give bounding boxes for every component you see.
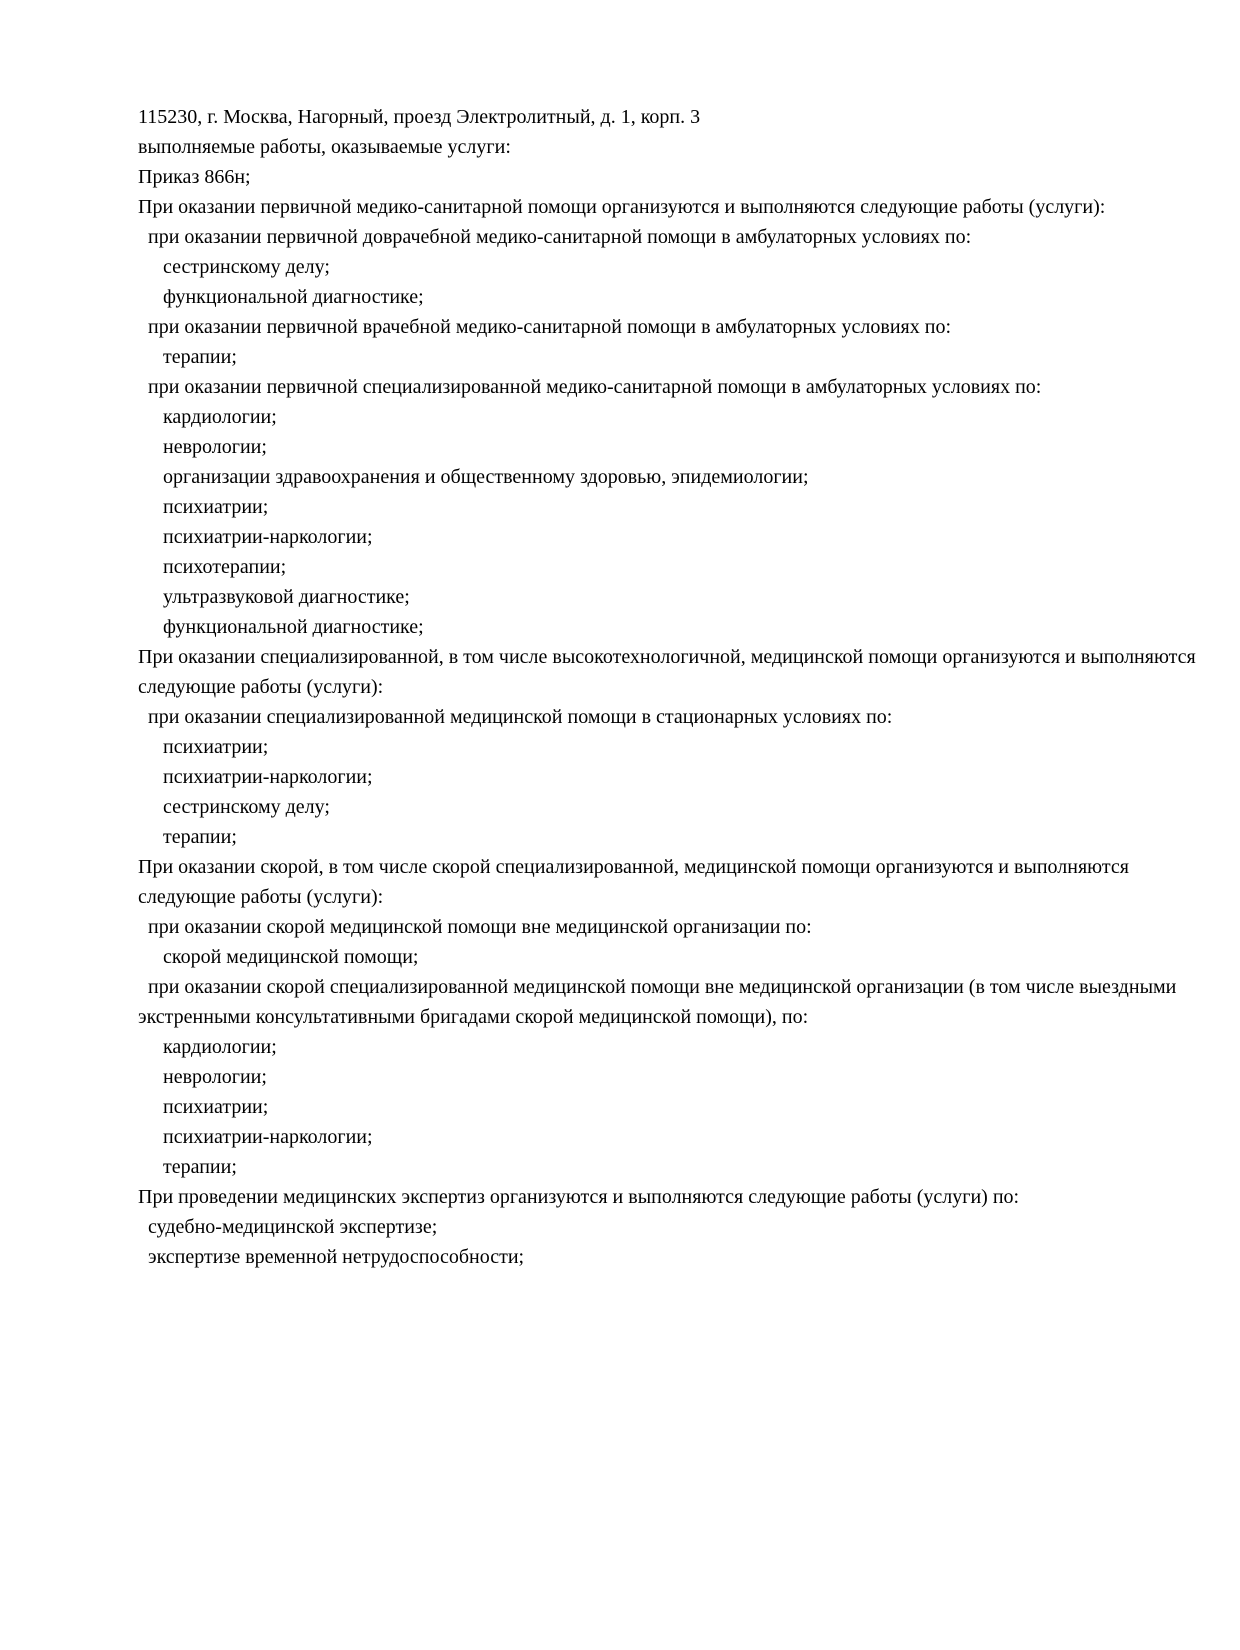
document-line: При проведении медицинских экспертиз организуются и выполняются следующие работы (услуги) по:: [138, 1186, 1020, 1208]
document-line: сестринскому делу;: [163, 256, 330, 278]
document-line: скорой медицинской помощи;: [163, 946, 419, 968]
document-line: терапии;: [163, 1156, 237, 1178]
document-line: судебно-медицинской экспертизе;: [148, 1216, 438, 1238]
document-line: психиатрии-наркологии;: [163, 526, 373, 548]
document-line: при оказании скорой медицинской помощи вне медицинской организации по:: [148, 916, 812, 938]
document-line: ультразвуковой диагностике;: [163, 586, 410, 608]
document-line: Приказ 866н;: [138, 166, 251, 188]
document-line: психиатрии;: [163, 1096, 269, 1118]
document-line: 115230, г. Москва, Нагорный, проезд Электролитный, д. 1, корп. 3: [138, 106, 701, 128]
document-line: психиатрии-наркологии;: [163, 1126, 373, 1148]
document-line: психотерапии;: [163, 556, 287, 578]
document-line: При оказании скорой, в том числе скорой специализированной, медицинской помощи организуются и выполняются следующие работы (услуги):: [138, 856, 1129, 908]
document-line: сестринскому делу;: [163, 796, 330, 818]
document-line: При оказании специализированной, в том числе высокотехнологичной, медицинской помощи организуются и выполняются следующие работы (услуги):: [138, 646, 1196, 698]
document-line: неврологии;: [163, 1066, 267, 1088]
document-line: функциональной диагностике;: [163, 286, 424, 308]
document-line: терапии;: [163, 826, 237, 848]
document-line: при оказании первичной доврачебной медико-санитарной помощи в амбулаторных условиях по:: [148, 226, 972, 248]
document-line: функциональной диагностике;: [163, 616, 424, 638]
document-line: при оказании первичной специализированной медико-санитарной помощи в амбулаторных условиях по:: [148, 376, 1042, 398]
document-line: психиатрии;: [163, 736, 269, 758]
document-line: терапии;: [163, 346, 237, 368]
document-line: При оказании первичной медико-санитарной помощи организуются и выполняются следующие работы (услуги):: [138, 196, 1106, 218]
document-line: организации здравоохранения и общественному здоровью, эпидемиологии;: [163, 466, 809, 488]
document-line: при оказании первичной врачебной медико-санитарной помощи в амбулаторных условиях по:: [148, 316, 952, 338]
document-line: психиатрии;: [163, 496, 269, 518]
document-line: экспертизе временной нетрудоспособности;: [148, 1246, 525, 1268]
document-text-block: [138, 102, 1218, 1272]
document-line: кардиологии;: [163, 1036, 277, 1058]
document-line: неврологии;: [163, 436, 267, 458]
document-line: выполняемые работы, оказываемые услуги:: [138, 136, 511, 158]
document-line: психиатрии-наркологии;: [163, 766, 373, 788]
document-line: при оказании специализированной медицинской помощи в стационарных условиях по:: [148, 706, 893, 728]
document-line: кардиологии;: [163, 406, 277, 428]
document-line: при оказании скорой специализированной медицинской помощи вне медицинской организации (в том числе выездными экстренными консультативными бригадами скорой медицинской помощи), по:: [138, 976, 1177, 1028]
